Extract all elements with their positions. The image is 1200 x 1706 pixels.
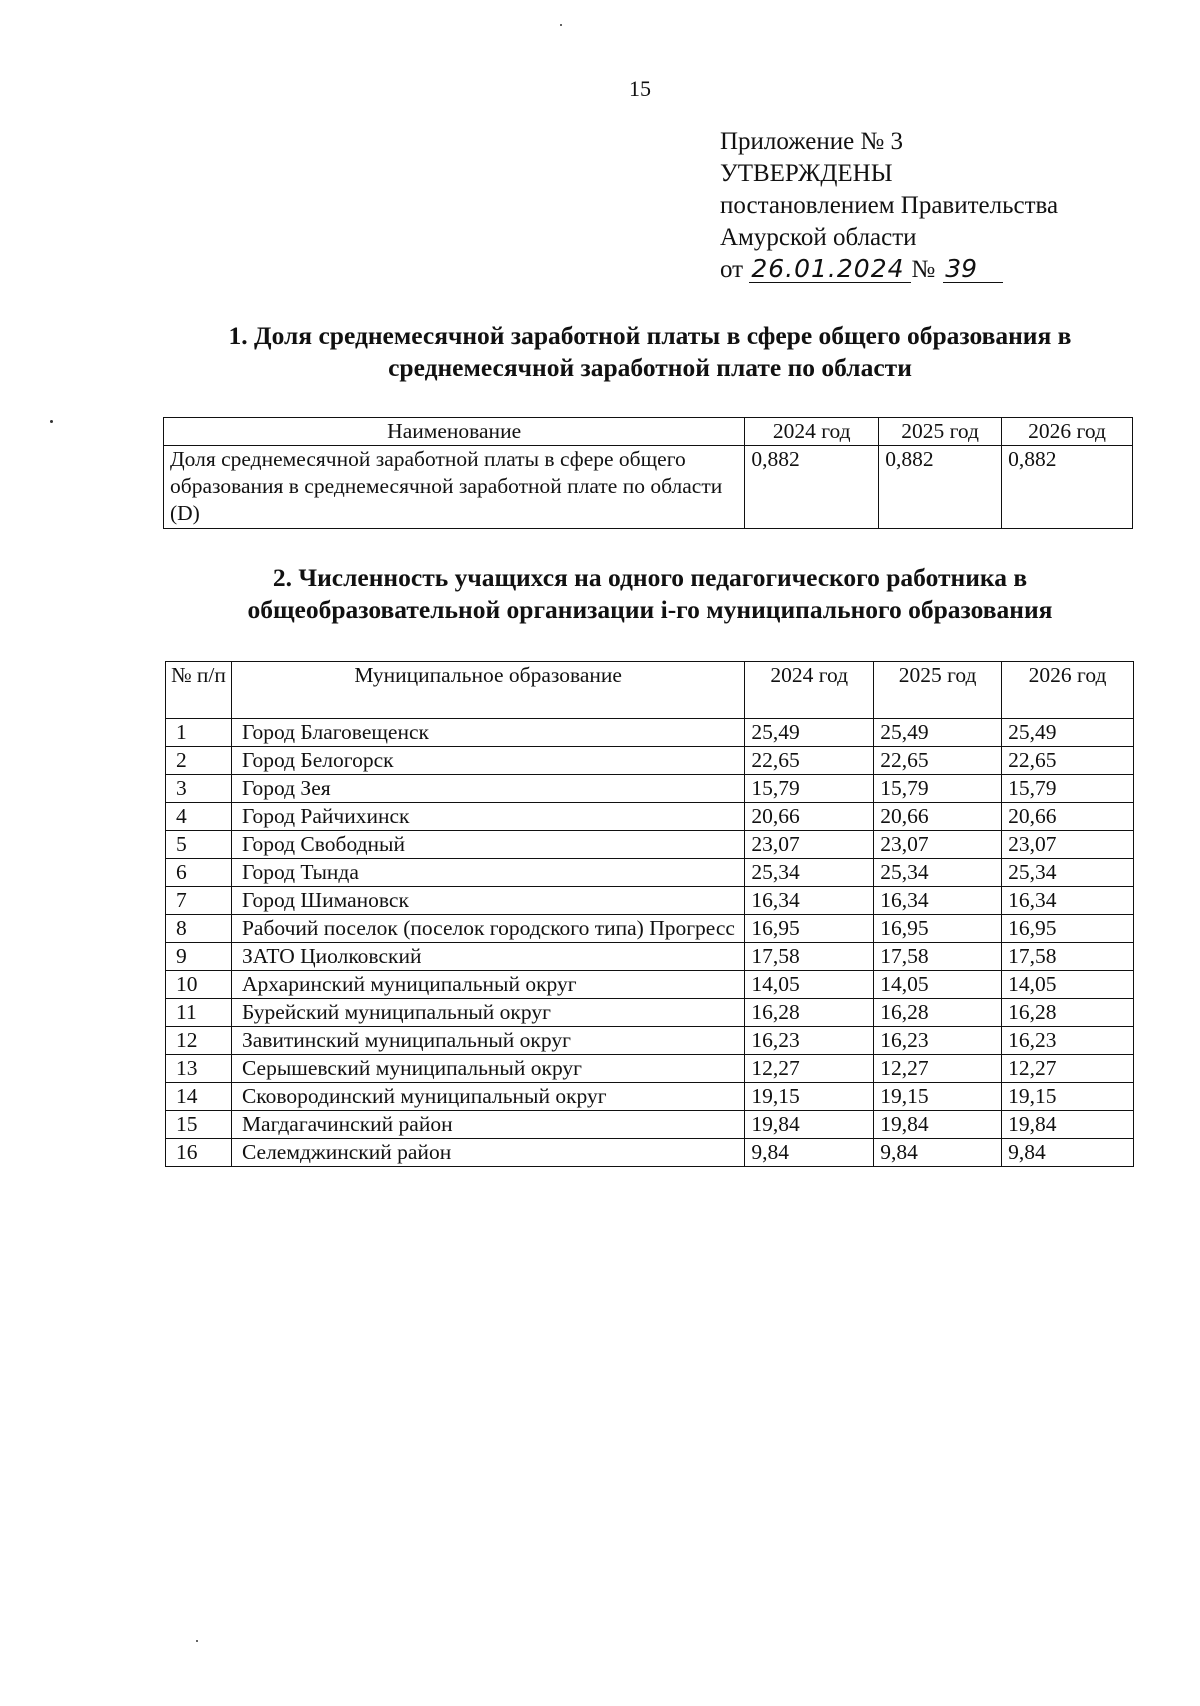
table-row: [164, 446, 1133, 529]
municipality-name: Рабочий поселок (поселок городского типа) Прогресс: [231, 915, 744, 943]
municipality-name: Сковородинский муниципальный округ: [231, 1083, 744, 1111]
municipality-name: Город Благовещенск: [231, 719, 744, 747]
row-number: 12: [166, 1027, 232, 1055]
value-2025: 15,79: [874, 775, 1002, 803]
value-2025: 20,66: [874, 803, 1002, 831]
value-2024: 0,882: [745, 446, 879, 529]
handwritten-date: 26.01.2024: [749, 256, 911, 283]
table-row: [166, 1055, 1134, 1083]
row-number: 8: [166, 915, 232, 943]
table-row: [166, 719, 1134, 747]
salary-share-table: [163, 417, 1133, 529]
value-2024: 15,79: [745, 775, 874, 803]
value-2024: 19,84: [745, 1111, 874, 1139]
header-name: Наименование: [164, 418, 745, 446]
value-2026: 16,23: [1002, 1027, 1134, 1055]
value-2025: 16,28: [874, 999, 1002, 1027]
value-2025: 22,65: [874, 747, 1002, 775]
table-row: [166, 1083, 1134, 1111]
value-2026: 19,15: [1002, 1083, 1134, 1111]
value-2026: 23,07: [1002, 831, 1134, 859]
region-label: Амурской области: [720, 224, 917, 251]
number-label: №: [911, 256, 936, 283]
row-number: 10: [166, 971, 232, 999]
scan-speck: [50, 420, 53, 423]
value-2026: 20,66: [1002, 803, 1134, 831]
value-2024: 25,34: [745, 859, 874, 887]
value-2024: 23,07: [745, 831, 874, 859]
value-2024: 19,15: [745, 1083, 874, 1111]
value-2025: 12,27: [874, 1055, 1002, 1083]
row-number: 2: [166, 747, 232, 775]
header-municipality: Муниципальное образование: [231, 662, 744, 719]
value-2025: 25,34: [874, 859, 1002, 887]
value-2025: 17,58: [874, 943, 1002, 971]
value-2026: 16,28: [1002, 999, 1134, 1027]
header-2024: 2024 год: [745, 662, 874, 719]
value-2025: 19,84: [874, 1111, 1002, 1139]
page-number: 15: [629, 76, 651, 101]
value-2026: 14,05: [1002, 971, 1134, 999]
table-row: [166, 1111, 1134, 1139]
indicator-name: Доля среднемесячной заработной платы в сфере общего образования в среднемесячной заработной плате по области (D): [164, 446, 745, 529]
municipality-name: Город Свободный: [231, 831, 744, 859]
municipality-name: Магдагачинский район: [231, 1111, 744, 1139]
value-2025: 16,34: [874, 887, 1002, 915]
value-2024: 16,28: [745, 999, 874, 1027]
value-2026: 25,34: [1002, 859, 1134, 887]
row-number: 5: [166, 831, 232, 859]
value-2024: 16,95: [745, 915, 874, 943]
value-2025: 23,07: [874, 831, 1002, 859]
value-2025: 9,84: [874, 1139, 1002, 1167]
approved-label: УТВЕРЖДЕНЫ: [720, 160, 893, 187]
row-number: 4: [166, 803, 232, 831]
municipality-name: Архаринский муниципальный округ: [231, 971, 744, 999]
table-row: [166, 831, 1134, 859]
appendix-label: Приложение № 3: [720, 128, 904, 155]
value-2024: 14,05: [745, 971, 874, 999]
handwritten-number: 39: [943, 256, 1003, 283]
table-row: [166, 999, 1134, 1027]
value-2025: 16,95: [874, 915, 1002, 943]
table-row: [166, 775, 1134, 803]
section1-title: 1. Доля среднемесячной заработной платы в сфере общего образования в среднемесячной заработной плате по области: [228, 321, 1072, 382]
municipality-name: ЗАТО Циолковский: [231, 943, 744, 971]
value-2024: 22,65: [745, 747, 874, 775]
table-row: [166, 803, 1134, 831]
section2-title: 2. Численность учащихся на одного педагогического работника в общеобразовательной организации i-го муниципального образования: [247, 563, 1053, 624]
value-2026: 17,58: [1002, 943, 1134, 971]
row-number: 1: [166, 719, 232, 747]
value-2026: 15,79: [1002, 775, 1134, 803]
row-number: 11: [166, 999, 232, 1027]
municipality-name: Завитинский муниципальный округ: [231, 1027, 744, 1055]
row-number: 7: [166, 887, 232, 915]
value-2026: 25,49: [1002, 719, 1134, 747]
value-2026: 0,882: [1002, 446, 1133, 529]
value-2026: 16,34: [1002, 887, 1134, 915]
header-2026: 2026 год: [1002, 418, 1133, 446]
value-2024: 25,49: [745, 719, 874, 747]
header-2026: 2026 год: [1002, 662, 1134, 719]
municipality-name: Город Зея: [231, 775, 744, 803]
header-number: № п/п: [166, 662, 232, 719]
row-number: 3: [166, 775, 232, 803]
header-2025: 2025 год: [879, 418, 1002, 446]
row-number: 13: [166, 1055, 232, 1083]
value-2026: 9,84: [1002, 1139, 1134, 1167]
value-2026: 16,95: [1002, 915, 1134, 943]
row-number: 6: [166, 859, 232, 887]
municipality-name: Город Шимановск: [231, 887, 744, 915]
value-2024: 17,58: [745, 943, 874, 971]
value-2024: 12,27: [745, 1055, 874, 1083]
value-2025: 19,15: [874, 1083, 1002, 1111]
scan-speck: [560, 24, 562, 26]
table-row: [166, 943, 1134, 971]
scan-speck: [196, 1640, 198, 1642]
value-2026: 19,84: [1002, 1111, 1134, 1139]
municipality-name: Город Белогорск: [231, 747, 744, 775]
row-number: 14: [166, 1083, 232, 1111]
table-row: [166, 747, 1134, 775]
table-row: [166, 1139, 1134, 1167]
header-2024: 2024 год: [745, 418, 879, 446]
table-row: [166, 915, 1134, 943]
municipality-name: Город Райчихинск: [231, 803, 744, 831]
table-header-row: [164, 418, 1133, 446]
municipality-name: Селемджинский район: [231, 1139, 744, 1167]
municipality-name: Серышевский муниципальный округ: [231, 1055, 744, 1083]
value-2025: 25,49: [874, 719, 1002, 747]
value-2025: 0,882: [879, 446, 1002, 529]
header-2025: 2025 год: [874, 662, 1002, 719]
value-2024: 16,23: [745, 1027, 874, 1055]
from-label: от: [720, 256, 744, 283]
date-line: [720, 254, 1058, 286]
resolution-label: постановлением Правительства: [720, 192, 1059, 219]
table-row: [166, 859, 1134, 887]
municipality-name: Город Тында: [231, 859, 744, 887]
value-2026: 12,27: [1002, 1055, 1134, 1083]
table-row: [166, 1027, 1134, 1055]
row-number: 9: [166, 943, 232, 971]
value-2025: 16,23: [874, 1027, 1002, 1055]
value-2026: 22,65: [1002, 747, 1134, 775]
value-2024: 20,66: [745, 803, 874, 831]
table-row: [166, 971, 1134, 999]
approval-block: [720, 126, 1058, 286]
row-number: 15: [166, 1111, 232, 1139]
value-2024: 16,34: [745, 887, 874, 915]
municipality-name: Бурейский муниципальный округ: [231, 999, 744, 1027]
value-2025: 14,05: [874, 971, 1002, 999]
table-header-row: [166, 662, 1134, 719]
value-2024: 9,84: [745, 1139, 874, 1167]
students-per-teacher-table: [165, 661, 1134, 1167]
row-number: 16: [166, 1139, 232, 1167]
table-row: [166, 887, 1134, 915]
